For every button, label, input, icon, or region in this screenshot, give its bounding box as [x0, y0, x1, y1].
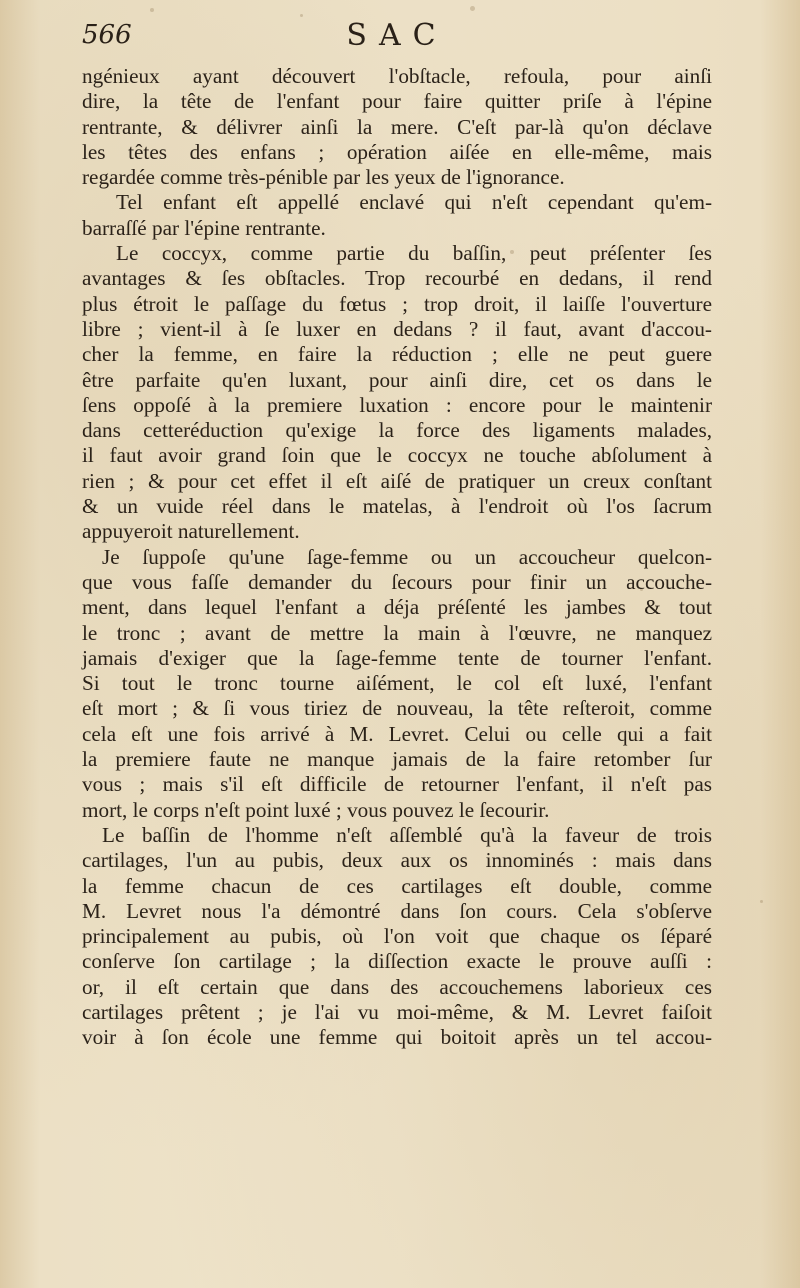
text-line: que vous faſſe demander du ſecours pour finir un accouche- — [82, 569, 712, 594]
text-line: être parfaite qu'en luxant, pour ainſi dire, cet os dans le — [82, 367, 712, 392]
text-line: Je ſuppoſe qu'une ſage-femme ou un accoucheur quelcon- — [102, 544, 712, 569]
text-line: ment, dans lequel l'enfant a déja préſenté les jambes & tout — [82, 595, 712, 620]
text-line: eſt mort ; & ſi vous tiriez de nouveau, la tête reſteroit, comme — [82, 696, 712, 721]
text-line: mort, le corps n'eſt point luxé ; vous pouvez le ſecourir. — [82, 797, 550, 822]
text-line: libre ; vient-il à ſe luxer en dedans ? il faut, avant d'accou- — [82, 316, 712, 341]
text-line: conſerve ſon cartilage ; la diſſection exacte le prouve auſſi : — [82, 949, 712, 974]
text-line: dans cetteréduction qu'exige la force des ligaments malades, — [82, 418, 712, 443]
text-line: M. Levret nous l'a démontré dans ſon cours. Cela s'obſerve — [82, 898, 712, 923]
text-line: appuyeroit naturellement. — [82, 519, 300, 544]
text-line: la premiere faute ne manque jamais de la faire retomber ſur — [82, 747, 712, 772]
page-number: 566 — [82, 20, 132, 50]
text-line: Le coccyx, comme partie du baſſin, peut préſenter ſes — [116, 241, 712, 266]
running-title: SAC — [346, 18, 448, 53]
text-line: rentrante, & délivrer ainſi la mere. C'eſt par-là qu'on déclave — [82, 114, 712, 139]
text-line: vous ; mais s'il eſt difficile de retourner l'enfant, il n'eſt pas — [82, 772, 712, 797]
text-line: & un vuide réel dans le matelas, à l'endroit où l'os ſacrum — [82, 494, 712, 519]
text-line: barraſſé par l'épine rentrante. — [82, 215, 326, 240]
text-line: ngénieux ayant découvert l'obſtacle, refoula, pour ainſi — [82, 64, 712, 88]
text-line: le tronc ; avant de mettre la main à l'œuvre, ne manquez — [82, 620, 712, 645]
text-line: Si tout le tronc tourne aiſément, le col eſt luxé, l'enfant — [82, 671, 712, 696]
text-line: cartilages, l'un au pubis, deux aux os innominés : mais dans — [82, 848, 712, 873]
text-line: Tel enfant eſt appellé enclavé qui n'eſt cependant qu'em- — [116, 190, 712, 215]
text-line: cela eſt une fois arrivé à M. Levret. Celui ou celle qui a fait — [82, 721, 712, 746]
text-line: les têtes des enfans ; opération aiſée en elle-même, mais — [82, 139, 712, 164]
text-line: or, il eſt certain que dans des accouchemens laborieux ces — [82, 974, 712, 999]
text-line: voir à ſon école une femme qui boitoit après un tel accou- — [82, 1025, 712, 1050]
text-line: principalement au pubis, où l'on voit que chaque os ſéparé — [82, 924, 712, 949]
text-line: il faut avoir grand ſoin que le coccyx ne touche abſolument à — [82, 443, 712, 468]
text-line: Le baſſin de l'homme n'eſt aſſemblé qu'à la faveur de trois — [102, 822, 712, 847]
text-line: jamais d'exiger que la ſage-femme tente de tourner l'enfant. — [82, 645, 712, 670]
text-line: rien ; & pour cet effet il eſt aiſé de pratiquer un creux conſtant — [82, 468, 712, 493]
text-line: plus étroit le paſſage du fœtus ; trop droit, il laiſſe l'ouverture — [82, 291, 712, 316]
text-line: regardée comme très-pénible par les yeux de l'ignorance. — [82, 165, 565, 190]
running-head — [82, 18, 712, 58]
body-text — [82, 64, 712, 1051]
text-line: ſens oppoſé à la premiere luxation : encore pour le maintenir — [82, 392, 712, 417]
text-line: dire, la tête de l'enfant pour faire quitter priſe à l'épine — [82, 89, 712, 114]
text-line: avantages & ſes obſtacles. Trop recourbé en dedans, il rend — [82, 266, 712, 291]
text-line: cher la femme, en faire la réduction ; elle ne peut guere — [82, 342, 712, 367]
text-line: cartilages prêtent ; je l'ai vu moi-même, & M. Levret faiſoit — [82, 999, 712, 1024]
text-line: la femme chacun de ces cartilages eſt double, comme — [82, 873, 712, 898]
